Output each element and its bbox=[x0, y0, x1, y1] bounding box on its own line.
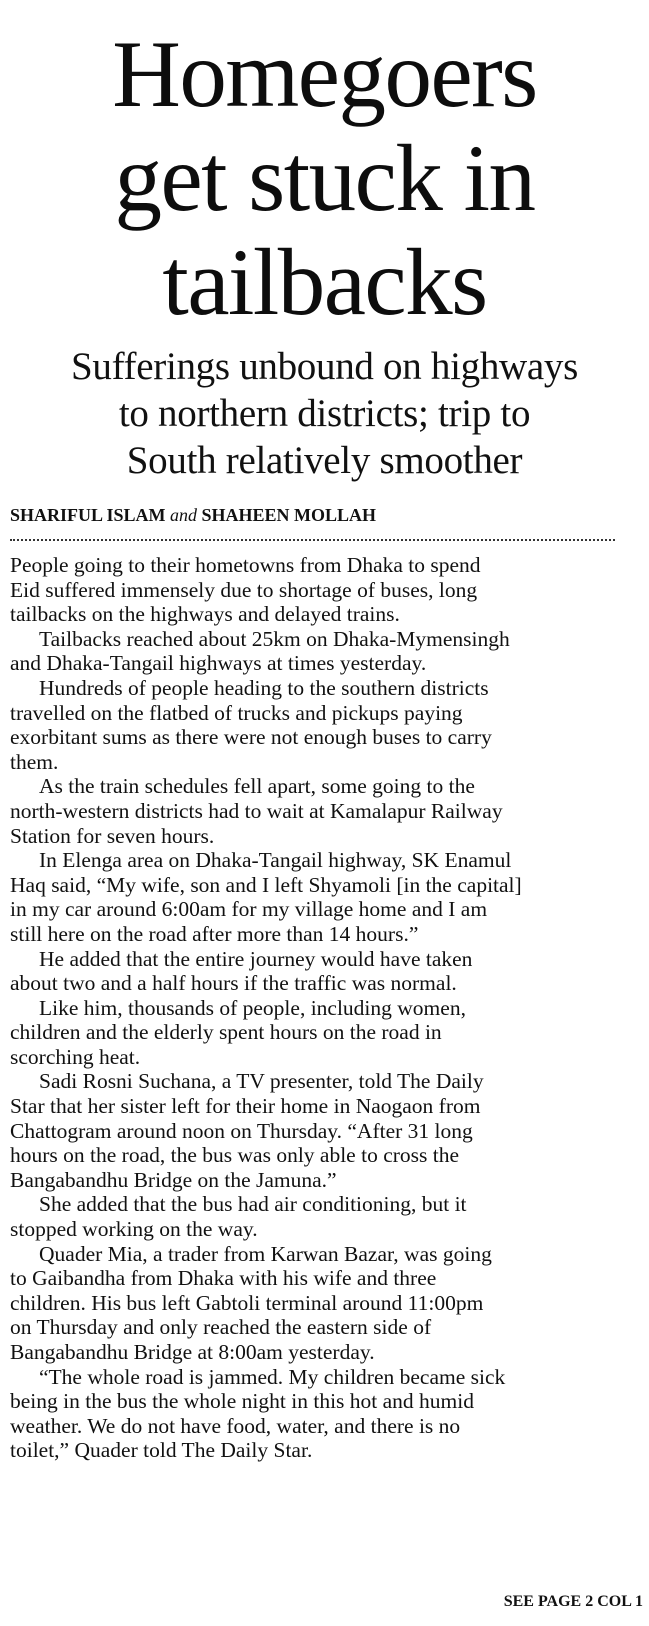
dotted-divider bbox=[10, 539, 615, 541]
byline-conjunction: and bbox=[170, 505, 198, 525]
body-line: Like him, thousands of people, including women, bbox=[39, 995, 466, 1020]
body-line: hours on the road, the bus was only able to cross the bbox=[10, 1143, 460, 1168]
body-line: “The whole road is jammed. My children became sick bbox=[39, 1364, 506, 1389]
headline-line: tailbacks bbox=[162, 229, 487, 335]
body-line: children and the elderly spent hours on the road in bbox=[10, 1020, 442, 1045]
body-line: to Gaibandha from Dhaka with his wife and three bbox=[10, 1266, 437, 1291]
body-line: in my car around 6:00am for my village home and I am bbox=[10, 897, 488, 922]
body-line: She added that the bus had air conditioning, but it bbox=[39, 1192, 467, 1217]
subheadline-line: Sufferings unbound on highways bbox=[70, 345, 578, 388]
body-line: north-western districts had to wait at Kamalapur Railway bbox=[10, 798, 503, 823]
body-line: children. His bus left Gabtoli terminal around 11:00pm bbox=[10, 1290, 484, 1315]
body-line: scorching heat. bbox=[10, 1044, 141, 1069]
body-line: Chattogram around noon on Thursday. “After 31 long bbox=[10, 1118, 473, 1143]
body-line: and Dhaka-Tangail highways at times yesterday. bbox=[10, 651, 427, 676]
subheadline bbox=[0, 343, 649, 484]
byline-author: SHARIFUL ISLAM bbox=[10, 505, 166, 525]
byline bbox=[10, 504, 376, 526]
body-line: Bangabandhu Bridge on the Jamuna.” bbox=[10, 1167, 337, 1192]
subheadline-line: South relatively smoother bbox=[126, 439, 523, 482]
body-line: stopped working on the way. bbox=[10, 1217, 258, 1242]
byline-author: SHAHEEN MOLLAH bbox=[201, 505, 377, 525]
body-line: In Elenga area on Dhaka-Tangail highway, SK Enamul bbox=[39, 848, 512, 873]
body-line: Hundreds of people heading to the southern districts bbox=[39, 675, 489, 700]
body-line: Haq said, “My wife, son and I left Shyamoli [in the capital] bbox=[10, 872, 522, 897]
body-line: Eid suffered immensely due to shortage of buses, long bbox=[10, 577, 478, 602]
body-line: weather. We do not have food, water, and there is no bbox=[10, 1413, 461, 1438]
body-line: Quader Mia, a trader from Karwan Bazar, was going bbox=[39, 1241, 492, 1266]
article-body bbox=[10, 553, 620, 1463]
body-line: being in the bus the whole night in this hot and humid bbox=[10, 1389, 475, 1414]
body-line: toilet,” Quader told The Daily Star. bbox=[10, 1438, 313, 1463]
body-line: them. bbox=[10, 749, 59, 774]
body-line: Tailbacks reached about 25km on Dhaka-Mymensingh bbox=[39, 626, 510, 651]
body-line: still here on the road after more than 14 hours.” bbox=[10, 921, 419, 946]
body-line: tailbacks on the highways and delayed trains. bbox=[10, 602, 400, 627]
headline-line: Homegoers bbox=[112, 21, 537, 127]
body-line: Star that her sister left for their home in Naogaon from bbox=[10, 1094, 481, 1119]
body-line: Bangabandhu Bridge at 8:00am yesterday. bbox=[10, 1340, 375, 1364]
body-line: on Thursday and only reached the eastern side of bbox=[10, 1315, 432, 1340]
body-line: Station for seven hours. bbox=[10, 823, 215, 848]
headline bbox=[0, 22, 649, 334]
subheadline-line: to northern districts; trip to bbox=[118, 392, 531, 435]
body-line: exorbitant sums as there were not enough buses to carry bbox=[10, 725, 492, 750]
body-line: People going to their hometowns from Dhaka to spend bbox=[10, 553, 481, 577]
body-line: He added that the entire journey would have taken bbox=[39, 946, 473, 971]
body-line: Sadi Rosni Suchana, a TV presenter, told The Daily bbox=[39, 1069, 484, 1094]
body-line: about two and a half hours if the traffic was normal. bbox=[10, 971, 457, 996]
headline-line: get stuck in bbox=[114, 125, 535, 231]
continued-on-page-label: SEE PAGE 2 COL 1 bbox=[503, 1593, 643, 1610]
body-line: As the train schedules fell apart, some going to the bbox=[39, 774, 475, 799]
body-line: travelled on the flatbed of trucks and pickups paying bbox=[10, 700, 463, 725]
